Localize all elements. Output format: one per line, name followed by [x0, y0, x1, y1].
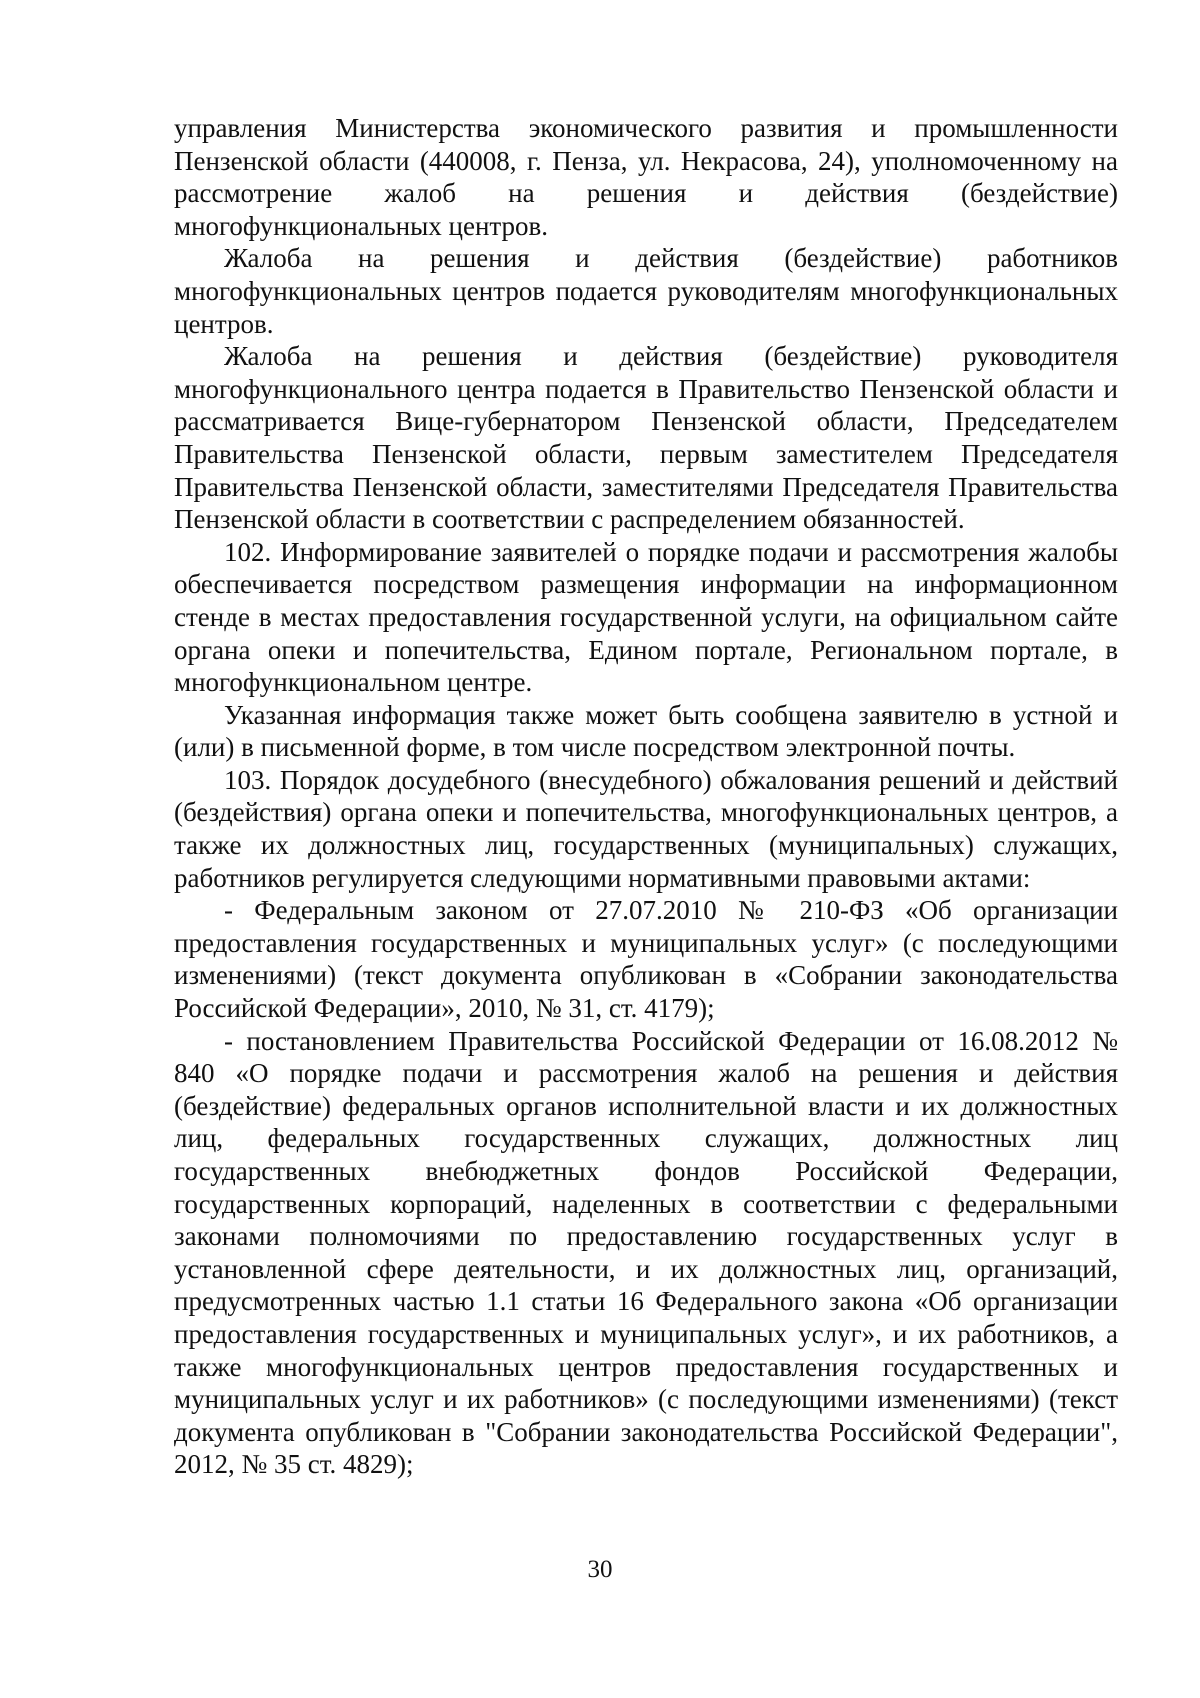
paragraph-info-oral-written: Указанная информация также может быть сообщена заявителю в устной и (или) в письменной форме, в том числе посредством электронной почты.: [174, 699, 1118, 763]
paragraph-mfc-head-complaints: Жалоба на решения и действия (бездействие) руководителя многофункционального центра подается в Правительство Пензенской области и рассматривается Вице-губернатором Пензенской области, Председателем Правительства Пензенской области, первым заместителем Председателя Правительства Пензенской области, заместителями Председателя Правительства Пензенской области в соответствии с распределением обязанностей.: [174, 341, 1118, 535]
paragraph-103-legal-acts: 103. Порядок досудебного (внесудебного) обжалования решений и действий (бездействия) органа опеки и попечительства, многофункциональных центров, а также их должностных лиц, государственных (муниципальных) служащих, работников регулируется следующими нормативными правовыми актами:: [174, 764, 1118, 893]
paragraph-mfc-workers-complaints: Жалоба на решения и действия (бездействие) работников многофункциональных центров подается руководителям многофункциональных центров.: [174, 243, 1118, 339]
page-number: 30: [587, 1556, 613, 1583]
list-item-decree-840: - постановлением Правительства Российской Федерации от 16.08.2012 № 840 «О порядке подачи и рассмотрения жалоб на решения и действия (бездействие) федеральных органов исполнительной власти и их должностных лиц, федеральных государственных служащих, должностных лиц государственных внебюджетных фондов Российской Федерации, государственных корпораций, наделенных в соответствии с федеральными законами полномочиями по предоставлению государственных услуг в установленной сфере деятельности, и их должностных лиц, организаций, предусмотренных частью 1.1 статьи 16 Федерального закона «Об организации предоставления государственных и муниципальных услуг», и их работников, а также многофункциональных центров предоставления государственных и муниципальных услуг и их работников» (с последующими изменениями) (текст документа опубликован в "Собрании законодательства Российской Федерации", 2012, № 35 ст. 4829);: [174, 1025, 1118, 1480]
document-page: [174, 112, 1118, 1481]
paragraph-mfc-ministry-complaints: управления Министерства экономического развития и промышленности Пензенской области (440008, г. Пенза, ул. Некрасова, 24), уполномоченному на рассмотрение жалоб на решения и действия (бездействие) многофункциональных центров.: [174, 113, 1118, 241]
paragraph-102-informing: 102. Информирование заявителей о порядке подачи и рассмотрения жалобы обеспечивается посредством размещения информации на информационном стенде в местах предоставления государственной услуги, на официальном сайте органа опеки и попечительства, Едином портале, Региональном портале, в многофункциональном центре.: [174, 536, 1118, 698]
list-item-federal-law-210: - Федеральным законом от 27.07.2010 № 210-ФЗ «Об организации предоставления государственных и муниципальных услуг» (с последующими изменениями) (текст документа опубликован в «Собрании законодательства Российской Федерации», 2010, № 31, ст. 4179);: [174, 895, 1118, 1024]
